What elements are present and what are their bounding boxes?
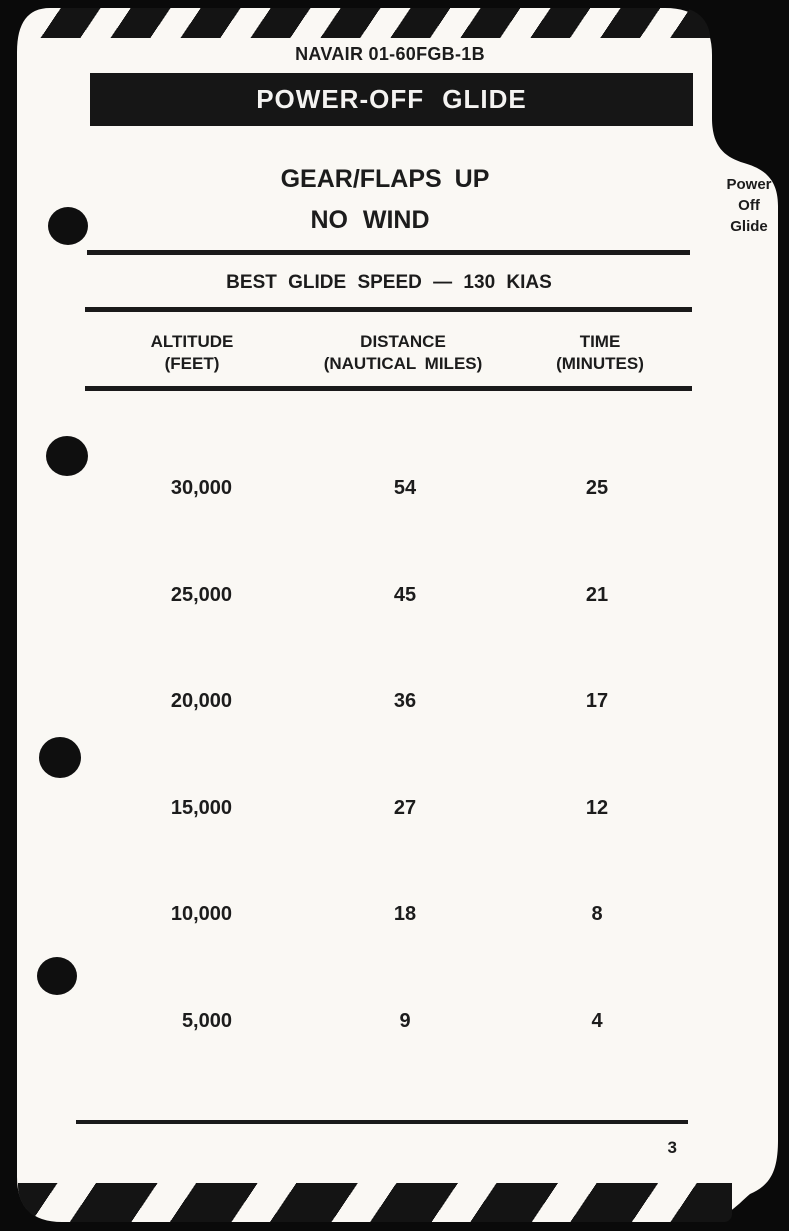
time-value: 21 — [585, 584, 609, 606]
hazard-stripes-bottom — [18, 1183, 732, 1222]
column-subtitle: (NAUTICAL MILES) — [323, 354, 483, 373]
time-value: 25 — [585, 477, 609, 499]
condition-gear-flaps: GEAR/FLAPS UP — [280, 165, 490, 193]
time-value: 12 — [585, 797, 609, 819]
condition-wind: NO WIND — [310, 206, 430, 234]
horizontal-rule — [76, 1120, 688, 1124]
time-value: 17 — [585, 690, 609, 712]
altitude-value: 10,000 — [170, 903, 232, 925]
time-value: 8 — [591, 903, 603, 925]
table-row — [0, 797, 789, 827]
punch-hole — [46, 436, 88, 476]
horizontal-rule — [87, 250, 690, 255]
altitude-value: 15,000 — [170, 797, 232, 819]
table-row — [0, 690, 789, 720]
column-header-distance — [283, 331, 523, 375]
altitude-value: 25,000 — [170, 584, 232, 606]
column-subtitle: (MINUTES) — [556, 354, 644, 373]
column-title: DISTANCE — [360, 332, 446, 351]
distance-value: 54 — [393, 477, 417, 499]
column-title: ALTITUDE — [150, 332, 234, 351]
title-banner — [90, 73, 693, 126]
page-number: 3 — [667, 1138, 677, 1157]
horizontal-rule — [85, 307, 692, 312]
doc-number: NAVAIR 01-60FGB-1B — [295, 44, 485, 64]
table-row — [0, 477, 789, 507]
distance-value: 27 — [393, 797, 417, 819]
thumb-tab-line: Power — [726, 176, 772, 193]
hazard-stripes-top — [28, 8, 710, 38]
page-title: POWER-OFF GLIDE — [256, 84, 527, 114]
altitude-value: 30,000 — [170, 477, 232, 499]
distance-value: 9 — [399, 1010, 411, 1032]
table-row — [0, 1010, 789, 1040]
column-header-altitude — [92, 331, 292, 375]
column-header-time — [500, 331, 700, 375]
thumb-tab-line: Glide — [730, 218, 768, 235]
column-title: TIME — [579, 332, 621, 351]
distance-value: 45 — [393, 584, 417, 606]
table-row — [0, 584, 789, 614]
glide-speed-note: BEST GLIDE SPEED — 130 KIAS — [226, 272, 552, 293]
column-subtitle: (FEET) — [164, 354, 220, 373]
altitude-value: 5,000 — [181, 1010, 232, 1032]
thumb-tab-line: Off — [738, 197, 760, 214]
punch-hole — [37, 957, 77, 995]
thumb-tab-label — [720, 174, 778, 237]
punch-hole — [39, 737, 81, 778]
altitude-value: 20,000 — [170, 690, 232, 712]
distance-value: 18 — [393, 903, 417, 925]
table-row — [0, 903, 789, 933]
time-value: 4 — [591, 1010, 603, 1032]
horizontal-rule — [85, 386, 692, 391]
distance-value: 36 — [393, 690, 417, 712]
